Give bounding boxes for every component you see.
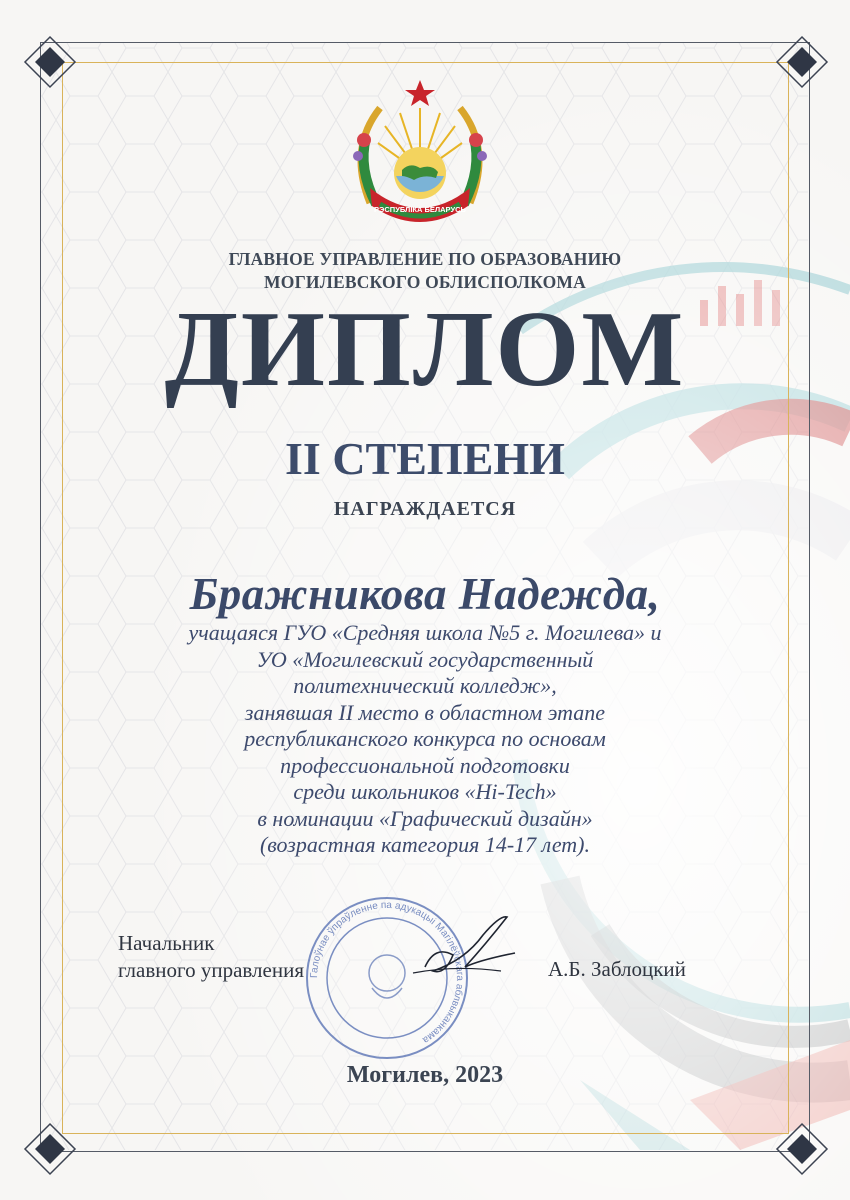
- organization-line-1: ГЛАВНОЕ УПРАВЛЕНИЕ ПО ОБРАЗОВАНИЮ: [228, 249, 622, 269]
- description-line: республиканского конкурса по основам: [244, 726, 606, 751]
- awarded-label: НАГРАЖДАЕТСЯ: [333, 498, 517, 520]
- description-line: профессиональной подготовки: [280, 752, 570, 778]
- description-line: учащаяся ГУО «Средняя школа №5 г. Могилева» и: [188, 620, 662, 645]
- description-line: политехнический колледж»,: [293, 673, 557, 698]
- place-and-year: Могилев, 2023: [346, 1062, 504, 1088]
- degree-label: II СТЕПЕНИ: [285, 433, 565, 484]
- description-line: (возрастная категория 14-17 лет).: [259, 832, 591, 857]
- description-line: среди школьников «Hi-Tech»: [293, 779, 557, 804]
- corner-ornament-icon: [775, 35, 829, 89]
- description-line: занявшая II место в областном этапе: [244, 699, 606, 725]
- stamp-text: Галоўнае ўпраўленне па адукацыі Магілёўскага аблвыканкама: [308, 899, 466, 1046]
- description-line: УО «Могилевский государственный: [256, 646, 594, 672]
- signatory-name: А.Б. Заблоцкий: [548, 957, 686, 981]
- corner-ornament-icon: [23, 1122, 77, 1176]
- signature-image: [405, 905, 525, 985]
- organization-line-2: МОГИЛЕВСКОГО ОБЛИСПОЛКОМА: [264, 272, 586, 292]
- state-emblem-icon: [340, 78, 500, 228]
- signatory-position: [118, 930, 304, 984]
- award-description: [0, 620, 850, 859]
- signatory-position-line: главного управления: [118, 958, 304, 982]
- emblem-ribbon-text: РЭСПУБЛІКА БЕЛАРУСЬ: [374, 205, 466, 214]
- recipient-name: Бражникова Надежда,: [189, 569, 661, 619]
- document-title: ДИПЛОМ: [164, 290, 686, 409]
- description-line: в номинации «Графический дизайн»: [257, 805, 593, 831]
- corner-ornament-icon: [23, 35, 77, 89]
- corner-ornament-icon: [775, 1122, 829, 1176]
- signatory-position-line: Начальник: [118, 931, 215, 955]
